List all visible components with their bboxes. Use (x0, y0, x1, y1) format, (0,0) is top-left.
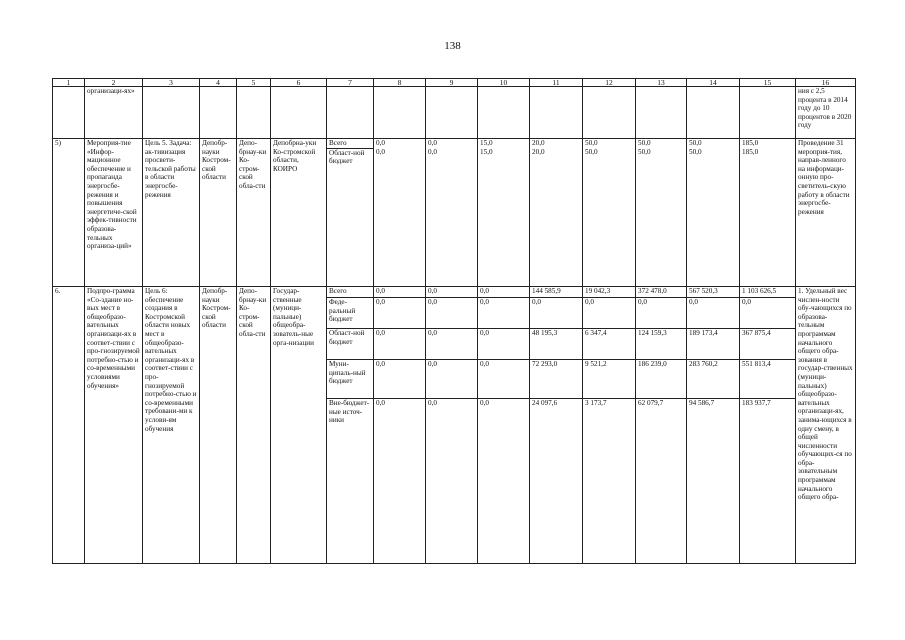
cell (687, 87, 740, 139)
col-header: 3 (143, 79, 200, 87)
cell (478, 87, 530, 139)
funding-value: 20,0 (532, 139, 545, 147)
cell-number: 5) (53, 139, 85, 287)
cell-number: 6. (53, 287, 85, 564)
table-row-6 (53, 287, 856, 564)
funding-value: 189 173,4 (687, 328, 739, 359)
funding-source: Феде-ральный бюджет (327, 297, 373, 328)
funding-value: 1 103 626,5 (742, 287, 777, 295)
funding-source: Област-ной бюджет (327, 328, 373, 359)
cell-values (583, 287, 636, 564)
funding-value: 0,0 (426, 359, 477, 398)
funding-value: 15,0 (480, 147, 493, 156)
funding-value: 50,0 (689, 139, 702, 147)
cell-goal: Цель 6: обеспечение создания в Костромской области новых мест в общеобразо-вательных организаци-ях в соответ-ствии с про-гнозируемой потребно-стью и со-временными требовани-ми к услови-ям обучения (143, 287, 200, 564)
col-header: 14 (687, 79, 740, 87)
col-header: 2 (85, 79, 143, 87)
table-row-5 (53, 139, 856, 287)
funding-value: 9 521,2 (583, 359, 635, 398)
cell-result: Проведение 31 мероприя-тия, направ-ленного на информаци-онную про-светитель-скую работу в области энергосбе-режения (796, 139, 856, 287)
funding-source: Всего (329, 287, 347, 295)
cell-coordinator: Депобр-науки Костром-ской области (200, 139, 237, 287)
col-header: 7 (327, 79, 374, 87)
col-header: 9 (426, 79, 478, 87)
funding-source: Всего (329, 139, 347, 147)
cell-values (478, 139, 530, 287)
col-header: 11 (530, 79, 583, 87)
col-header: 13 (636, 79, 687, 87)
funding-value: 0,0 (428, 287, 437, 295)
funding-value: 283 760,2 (687, 359, 739, 398)
cell-source-list (327, 139, 374, 287)
funding-value: 551 813,4 (740, 359, 795, 398)
funding-value: 0,0 (687, 297, 739, 328)
cell-coordinator: Депобр-науки Костром-ской области (200, 287, 237, 564)
cell-values (740, 287, 796, 564)
funding-value: 0,0 (478, 297, 529, 328)
cell-values (530, 139, 583, 287)
cell (237, 87, 271, 139)
cell (583, 87, 636, 139)
funding-value: 0,0 (374, 297, 425, 328)
funding-value: 19 042,3 (585, 287, 611, 295)
cell (327, 87, 374, 139)
funding-value: 0,0 (376, 147, 385, 156)
cell-source-list (327, 287, 374, 564)
funding-value: 0,0 (426, 328, 477, 359)
funding-value: 124 159,3 (636, 328, 686, 359)
cell-responsible: Депо-брнау-ки Ко-стром-ской обла-сти (237, 139, 271, 287)
funding-value: 72 293,0 (530, 359, 582, 398)
cell: ния с 2,5 процента в 2014 году до 10 процентов в 2020 году (796, 87, 856, 139)
cell-responsible: Депо-брнау-ки Ко-стром-ской обла-сти (237, 287, 271, 564)
funding-value: 183 937,7 (740, 398, 795, 559)
funding-value: 0,0 (740, 297, 795, 328)
cell-executors: Государ-ственные (муници-пальные) общеобра-зователь-ные орга-низации (271, 287, 327, 564)
funding-source: Муни-ципаль-ный бюджет (327, 359, 373, 398)
funding-value: 62 079,7 (636, 398, 686, 559)
cell-event-name: Подпро-грамма «Со-здание но-вых мест в общеобразо-вательных организаци-ях в соответ-ствии с про-гнозируемой потребно-стью и со-временными условиями обучения» (85, 287, 143, 564)
cell-values (426, 139, 478, 287)
col-header: 4 (200, 79, 237, 87)
funding-value: 0,0 (478, 398, 529, 559)
funding-value: 50,0 (638, 139, 651, 147)
cell-goal: Цель 5. Задача: ак-тивизация просвети-тельской работы в области энергосбе-режения (143, 139, 200, 287)
cell (636, 87, 687, 139)
funding-value: 0,0 (478, 359, 529, 398)
cell-values (636, 287, 687, 564)
funding-value: 0,0 (480, 287, 489, 295)
col-header: 12 (583, 79, 636, 87)
funding-value: 50,0 (638, 147, 651, 156)
funding-source: Област-ной бюджет (327, 148, 373, 166)
funding-value: 0,0 (478, 328, 529, 359)
cell-values (636, 139, 687, 287)
cell-values (583, 139, 636, 287)
cell (740, 87, 796, 139)
funding-value: 0,0 (376, 287, 385, 295)
funding-value: 94 586,7 (687, 398, 739, 559)
funding-value: 0,0 (374, 359, 425, 398)
cell-values (374, 287, 426, 564)
cell (271, 87, 327, 139)
cell-values (687, 139, 740, 287)
funding-value: 0,0 (530, 297, 582, 328)
funding-value: 567 520,3 (689, 287, 718, 295)
funding-value: 367 875,4 (740, 328, 795, 359)
column-number-row (53, 79, 856, 87)
funding-value: 3 173,7 (583, 398, 635, 559)
col-header: 1 (53, 79, 85, 87)
funding-value: 24 097,6 (530, 398, 582, 559)
budget-table (52, 78, 856, 564)
funding-value: 186 239,0 (636, 359, 686, 398)
cell-values (426, 287, 478, 564)
funding-value: 48 195,3 (530, 328, 582, 359)
cell-values (530, 287, 583, 564)
table-row-continuation (53, 87, 856, 139)
cell (200, 87, 237, 139)
funding-value: 50,0 (585, 147, 598, 156)
cell (374, 87, 426, 139)
cell-event-name: Мероприя-тие «Инфор-мационное обеспечение и пропаганда энергосбе-режения и повышения энергетиче-ской эффек-тивности образова-тельных организа-ций» (85, 139, 143, 287)
funding-value: 0,0 (426, 297, 477, 328)
funding-value: 0,0 (376, 139, 385, 147)
col-header: 5 (237, 79, 271, 87)
cell-executors: Депобрна-уки Ко-стромской области, КОИРО (271, 139, 327, 287)
cell-values (478, 287, 530, 564)
funding-value: 0,0 (428, 147, 437, 156)
funding-value: 0,0 (426, 398, 477, 559)
funding-value: 0,0 (374, 328, 425, 359)
cell: организаци-ях» (85, 87, 143, 139)
cell-result: 1. Удельный вес числен-ности обу-чающихся по образова-тельным программам начального общего обра-зования в государ-ственных (муници-пальных) общеобразо-вательных организаци-ях, занима-ющихся в одну смену, в общей численности обучающих-ся по обра-зовательным программам начального общего обра- (796, 287, 856, 564)
funding-value: 0,0 (636, 297, 686, 328)
cell (143, 87, 200, 139)
col-header: 15 (740, 79, 796, 87)
funding-value: 0,0 (428, 139, 437, 147)
funding-value: 144 585,9 (532, 287, 561, 295)
col-header: 8 (374, 79, 426, 87)
funding-value: 185,0 (742, 147, 759, 156)
cell-values (374, 139, 426, 287)
funding-value: 15,0 (480, 139, 493, 147)
page-number: 138 (444, 40, 461, 52)
cell-values (740, 139, 796, 287)
funding-value: 185,0 (742, 139, 759, 147)
cell-values (687, 287, 740, 564)
funding-value: 372 478,0 (638, 287, 667, 295)
funding-value: 50,0 (585, 139, 598, 147)
col-header: 6 (271, 79, 327, 87)
funding-value: 6 347,4 (583, 328, 635, 359)
funding-value: 0,0 (583, 297, 635, 328)
funding-value: 20,0 (532, 147, 545, 156)
cell (530, 87, 583, 139)
cell (426, 87, 478, 139)
col-header: 10 (478, 79, 530, 87)
funding-value: 0,0 (374, 398, 425, 559)
col-header: 16 (796, 79, 856, 87)
cell (53, 87, 85, 139)
funding-source: Вне-бюджет-ные источ-ники (327, 398, 373, 559)
funding-value: 50,0 (689, 147, 702, 156)
